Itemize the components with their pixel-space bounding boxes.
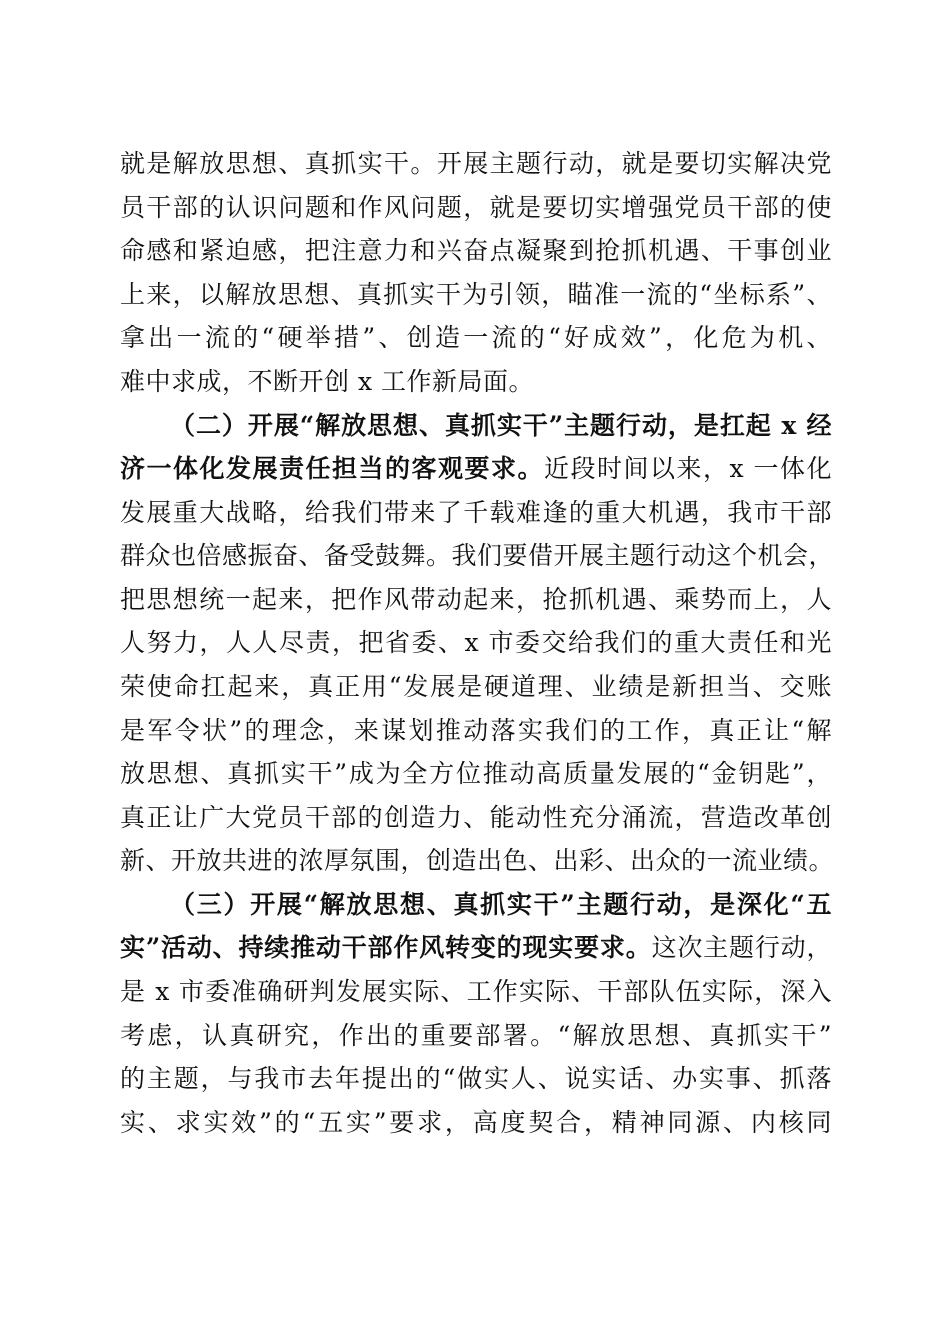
paragraph-2-text-start: 近段时间以来，x 一体化 xyxy=(543,454,832,483)
paragraph-3-text-start: 这次主题行动， xyxy=(651,933,832,962)
paragraph-2-heading-continued: 济一体化发展责任担当的客观要求。 xyxy=(120,454,544,483)
paragraph-2-heading: （二）开展“解放思想、真抓实干”主题行动，是扛起 x 经 xyxy=(170,411,832,440)
paragraph-3-line-4: 考虑，认真研究，作出的重要部署。“解放思想、真抓实干” xyxy=(120,1021,832,1050)
paragraph-1-line-5: 拿出一流的“硬举措”、创造一流的“好成效”，化危为机、 xyxy=(120,323,832,352)
paragraph-1-line-1: 就是解放思想、真抓实干。开展主题行动，就是要切实解决党 xyxy=(120,149,832,178)
paragraph-1-line-6: 难中求成，不断开创 x 工作新局面。 xyxy=(120,367,534,396)
paragraph-2-line-11: 新、开放共进的浓厚氛围，创造出色、出彩、出众的一流业绩。 xyxy=(120,846,835,875)
paragraph-3-line-2 xyxy=(120,928,832,968)
paragraph-2-line-7: 荣使命扛起来，真正用“发展是硬道理、业绩是新担当、交账 xyxy=(120,672,832,701)
paragraph-2-line-10: 真正让广大党员干部的创造力、能动性充分涌流，营造改革创 xyxy=(120,803,832,832)
paragraph-2-line-4: 群众也倍感振奋、备受鼓舞。我们要借开展主题行动这个机会， xyxy=(120,541,835,570)
paragraph-2-line-2 xyxy=(120,449,832,489)
paragraph-3-line-5: 的主题，与我市去年提出的“做实人、说实话、办实事、抓落 xyxy=(120,1064,832,1093)
paragraph-2-line-8: 是军令状”的理念，来谋划推动落实我们的工作，真正让“解 xyxy=(120,716,832,745)
paragraph-1-line-2: 员干部的认识问题和作风问题，就是要切实增强党员干部的使 xyxy=(120,193,832,222)
paragraph-3-line-6: 实、求实效”的“五实”要求，高度契合，精神同源、内核同 xyxy=(120,1108,832,1137)
paragraph-3-heading-continued: 实”活动、持续推动干部作风转变的现实要求。 xyxy=(120,933,652,962)
paragraph-3-heading: （三）开展“解放思想、真抓实干”主题行动，是深化“五 xyxy=(170,890,832,919)
paragraph-3-line-3: 是 x 市委准确研判发展实际、工作实际、干部队伍实际，深入 xyxy=(120,977,832,1006)
paragraph-1-line-4: 上来，以解放思想、真抓实干为引领，瞄准一流的“坐标系”、 xyxy=(120,280,832,309)
paragraph-2-line-6: 人努力，人人尽责，把省委、x 市委交给我们的重大责任和光 xyxy=(120,628,832,657)
paragraph-1-line-3: 命感和紧迫感，把注意力和兴奋点凝聚到抢抓机遇、干事创业 xyxy=(120,236,832,265)
paragraph-2-line-5: 把思想统一起来，把作风带动起来，抢抓机遇、乘势而上，人 xyxy=(120,585,832,614)
paragraph-2-line-9: 放思想、真抓实干”成为全方位推动高质量发展的“金钥匙”， xyxy=(120,759,832,788)
paragraph-2-line-3: 发展重大战略，给我们带来了千载难逢的重大机遇，我市干部 xyxy=(120,498,832,527)
